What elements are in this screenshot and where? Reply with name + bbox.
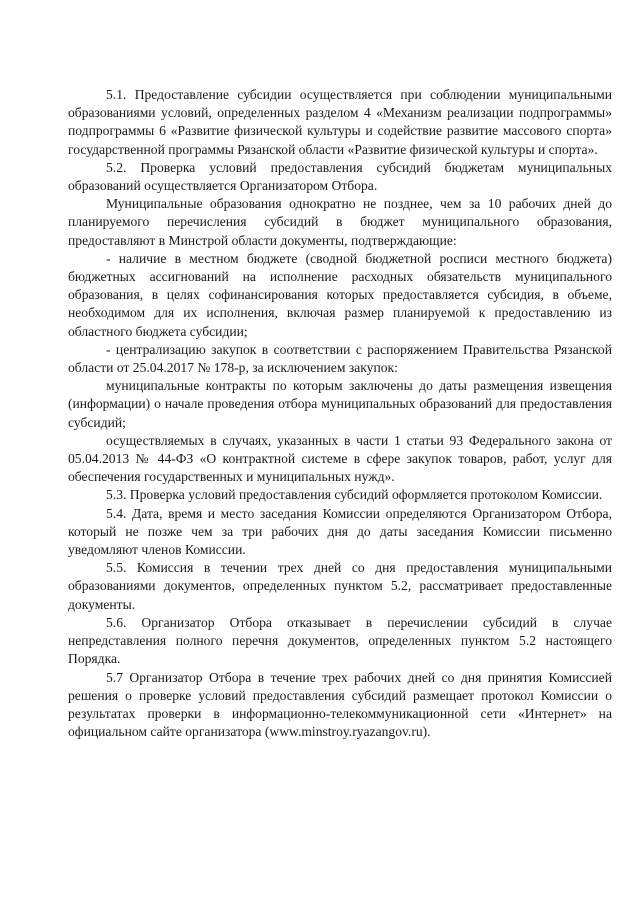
paragraph-5-4: 5.4. Дата, время и место заседания Комиссии определяются Организатором Отбора, который не позже чем за три рабочих дня до даты заседания Комиссии письменно уведомляют членов Комиссии. — [68, 505, 612, 558]
paragraph-5-2: 5.2. Проверка условий предоставления субсидий бюджетам муниципальных образований осуществляется Организатором Отбора. — [68, 159, 612, 194]
paragraph-5-3: 5.3. Проверка условий предоставления субсидий оформляется протоколом Комиссии. — [106, 487, 603, 503]
paragraph-5-5: 5.5. Комиссия в течении трех дней со дня предоставления муниципальными образованиями документов, определенных пунктом 5.2, рассматривает предоставленные документы. — [68, 560, 612, 612]
paragraph-procurement-centralization: - централизацию закупок в соответствии с распоряжением Правительства Рязанской области от 25.04.2017 № 178-р, за исключением закупок: — [68, 341, 612, 376]
paragraph-municipal-documents: Муниципальные образования однократно не позднее, чем за 10 рабочих дней до планируемого перечисления субсидий в бюджет муниципального образования, предоставляют в Минстрой области документы, подтверждающие: — [68, 196, 612, 248]
paragraph-budget-availability: - наличие в местном бюджете (сводной бюджетной росписи местного бюджета) бюджетных ассигнований на исполнение расходных обязательств муниципального образования, в целях софинансирования которых предоставляется субсидия, в объеме, необходимом для их исполнения, включая размер планируемой к предоставлению из областного бюджета субсидии; — [68, 250, 612, 339]
paragraph-5-6: 5.6. Организатор Отбора отказывает в перечислении субсидий в случае непредставления полного перечня документов, определенных пунктом 5.2 настоящего Порядка. — [68, 614, 612, 667]
paragraph-exception-contracts: муниципальные контракты по которым заключены до даты размещения извещения (информации) о начале проведения отбора муниципальных образований для предоставления субсидий; — [68, 378, 612, 430]
paragraph-exception-law: осуществляемых в случаях, указанных в части 1 статьи 93 Федерального закона от 05.04.2013 № 44-ФЗ «О контрактной системе в сфере закупок товаров, работ, услуг для обеспечения государственных и муниципальных нужд». — [68, 432, 612, 485]
paragraph-5-1: 5.1. Предоставление субсидии осуществляется при соблюдении муниципальными образованиями условий, определенных разделом 4 «Механизм реализации подпрограммы» подпрограммы 6 «Развитие физической культуры и содействие развитие массового спорта» государственной программы Рязанской области «Развитие физической культуры и спорта». — [68, 87, 612, 157]
paragraph-5-7: 5.7 Организатор Отбора в течение трех рабочих дней со дня принятия Комиссией решения о проверке условий предоставления субсидий размещает протокол Комиссии о результатах проверки в информационно-телекоммуникационной сети «Интернет» на официальном сайте организатора (www.minstroy.ryazangov.ru). — [68, 669, 612, 740]
